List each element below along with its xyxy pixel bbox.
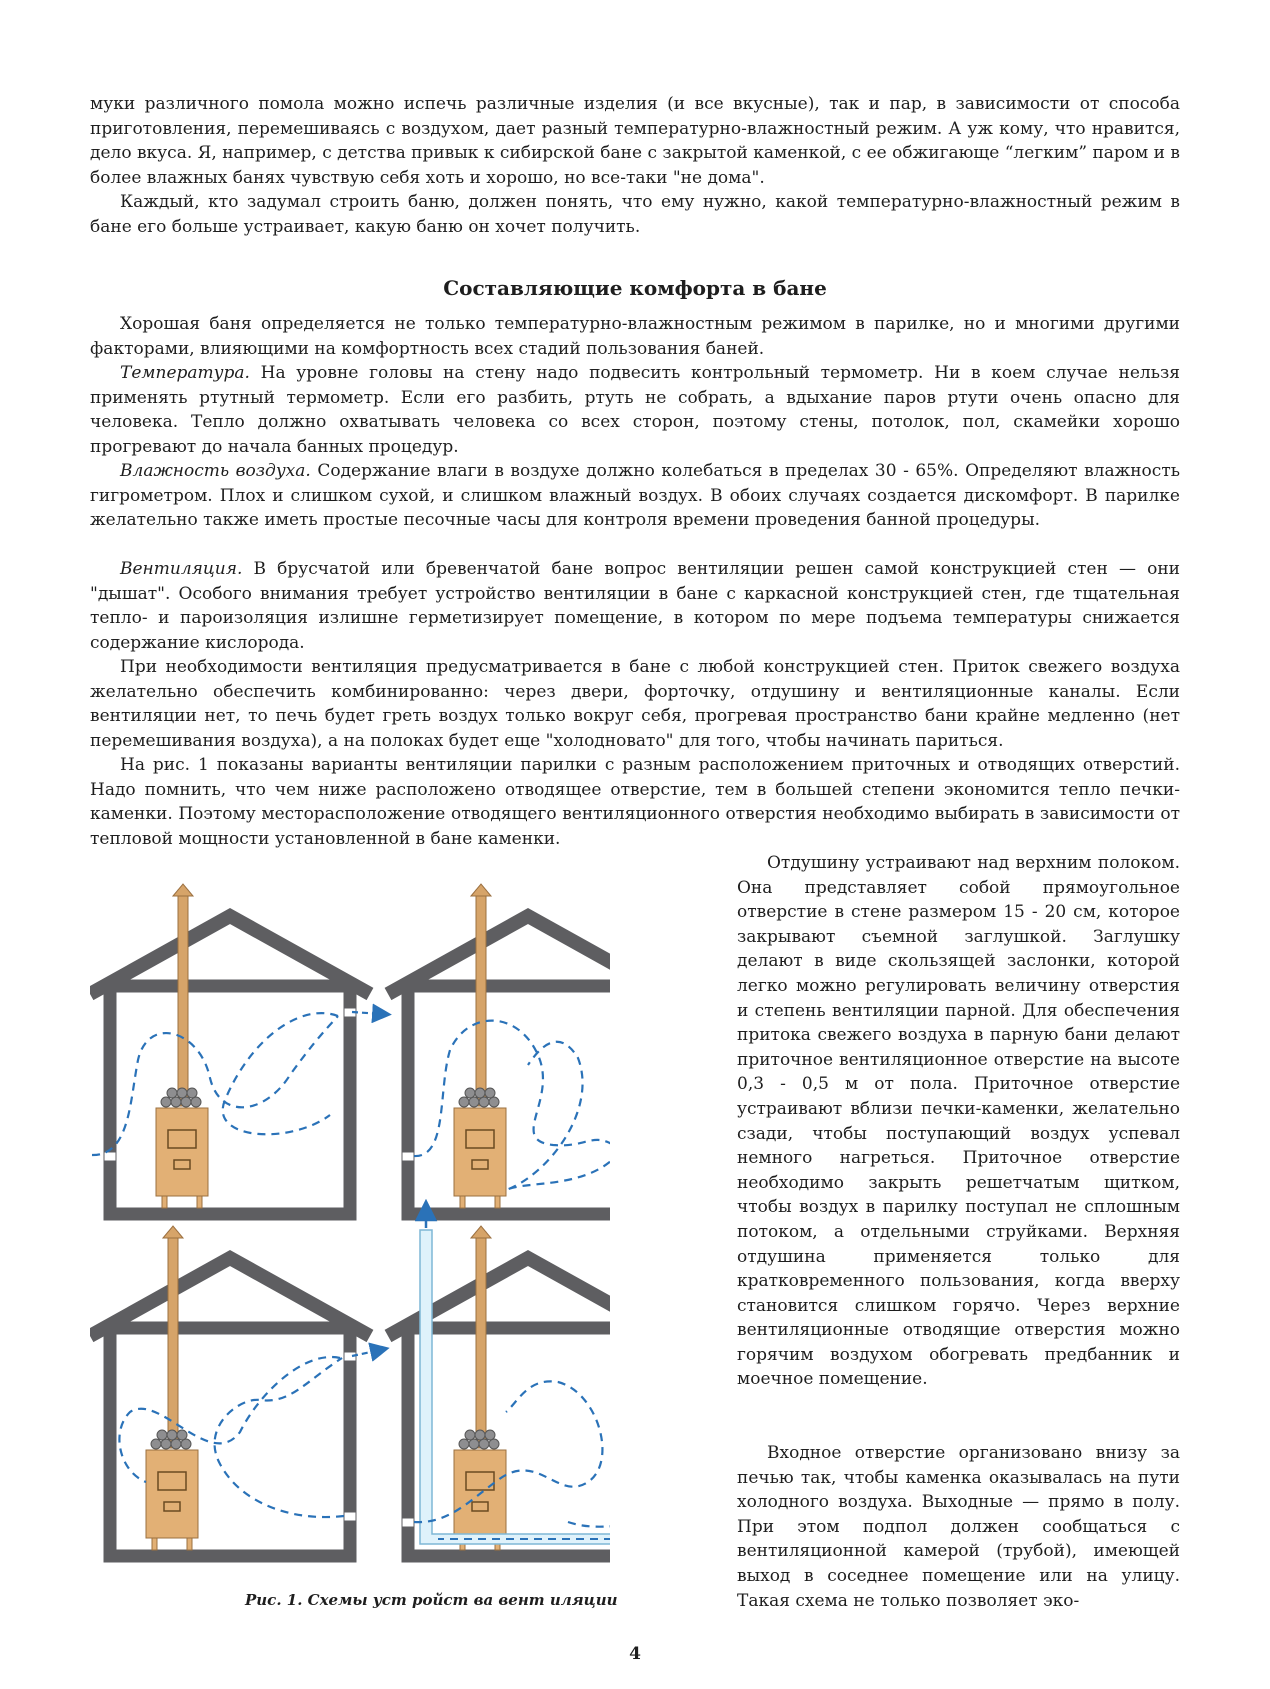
page-number: 4 [629,1644,641,1664]
temperature-text: На уровне головы на стену надо подвесить контрольный термометр. Ни в коем случае нельзя применять ртутный термометр. Если его разбить, ртуть не собрать, а вдыхание паров ртути очень опасно для человека. Тепло должно охватывать человека со всех сторон, поэтому стены, потолок, пол, скамейки хорошо прогревают до начала банных процедур. [90,363,1180,457]
scheme-top-left [90,884,382,1214]
chimney-pipe [476,890,486,1106]
figure-caption: Рис. 1. Схемы уст ройст ва вент иляции [245,1591,618,1609]
chimney-cap-icon [471,884,491,896]
humidity-text: Содержание влаги в воздухе должно колебаться в пределах 30 - 65%. Определяют влажность гигрометром. Плох и слишком сухой, и слишком влажный воздух. В обоих случаях создается дискомфорт. В парилке желательно также иметь простые песочные часы для контроля времени проведения банной процедуры. [90,461,1180,531]
heater-stones [151,1430,191,1449]
house-walls [408,1328,610,1556]
comfort-paragraph: Хорошая баня определяется не только температурно-влажностным режимом в парилке, но и многими другими факторами, влияющими на комфортность всех стадий пользования баней. [90,314,1180,359]
temperature-paragraph [90,361,1180,459]
airflow-path [92,1016,338,1155]
heater-stones [459,1088,499,1107]
house-walls [110,986,350,1214]
temperature-term: Температура. [120,363,250,383]
humidity-term: Влажность воздуха. [120,461,311,481]
intro-paragraph-1: муки различного помола можно испечь различные изделия (и все вкусные), так и пар, в зависимости от способа приготовления, перемешиваясь с воздухом, дает разный температурно-влажностный режим. А уж кому, что нравится, дело вкуса. Я, например, с детства привык к сибирской бане с закрытой каменкой, с ее обжигающе “легким” паром и в более влажных банях чувствую себя хоть и хорошо, но все-таки "не дома". [90,94,1180,188]
chimney-cap-icon [163,1226,183,1238]
intro-paragraph-2: Каждый, кто задумал строить баню, должен понять, что ему нужно, какой температурно-влажностный режим в бане его больше устраивает, какую баню он хочет получить. [90,192,1180,237]
inlet-opening [344,1512,356,1521]
ventilation-term: Вентиляция. [120,559,243,579]
ventilation-text: В брусчатой или бревенчатой бане вопрос вентиляции решен самой конструкцией стен — они "дышат". Особого внимания требует устройство вентиляции в бане с каркасной конструкцией стен, где тщательная тепло- и пароизоляция излишне герметизирует помещение, в котором по мере подъема температуры снижается содержание кислорода. [90,559,1180,653]
heater-stones [161,1088,201,1107]
ventilation-paragraph [90,557,1180,655]
scheme-bottom-left [90,1226,380,1556]
scheme-top-right [388,880,610,1214]
inlet-opening [402,1518,414,1527]
airflow-path [414,1021,610,1156]
stove [146,1450,198,1538]
chimney-cap-icon [471,1226,491,1238]
ventilation-options-paragraph: При необходимости вентиляция предусматривается в бане с любой конструкцией стен. Приток свежего воздуха желательно обеспечить комбинированно: через двери, форточку, отдушину и вентиляционные каналы. Если вентиляции нет, то печь будет греть воздух только вокруг себя, прогревая пространство бани крайне медленно (нет перемешивания воздуха), а на полоках будет еще "холодновато" для того, чтобы начинать париться. [90,657,1180,751]
airflow-path [414,1381,602,1522]
figure-reference-paragraph: На рис. 1 показаны варианты вентиляции парилки с разным расположением приточных и отводящих отверстий. Надо помнить, что чем ниже расположено отводящее отверстие, тем в большей степени экономится тепло печки-каменки. Поэтому месторасположение отводящего вентиляционного отверстия необходимо выбирать в зависимости от тепловой мощности установленной в бане каменки. [90,755,1180,849]
scheme-bottom-right [388,1210,610,1556]
section-heading: Составляющие комфорта в бане [443,276,827,300]
chimney-pipe [168,1232,178,1448]
stove [454,1108,506,1196]
chimney-pipe [178,890,188,1106]
chimney-cap-icon [173,884,193,896]
heater-stones [459,1430,499,1449]
inlet-opening [402,1152,414,1161]
stove [156,1108,208,1196]
humidity-paragraph [90,459,1180,533]
exhaust-duct [420,1230,610,1544]
inlet-paragraph: Входное отверстие организовано внизу за печью так, чтобы каменка оказывалась на пути холодного воздуха. Выходные — прямо в полу. При этом подпол должен сообщаться с вентиляционной камерой (трубой), имеющей выход в соседнее помещение или на улицу. Такая схема не только позволяет эко- [737,1443,1180,1611]
ventilation-schemes-figure [90,880,610,1580]
vent-opening-paragraph: Отдушину устраивают над верхним полоком. Она представляет собой прямоугольное отверстие в стене размером 15 - 20 см, которое закрывают съемной заглушкой. Заглушку делают в виде скользящей заслонки, которой легко можно регулировать величину отверстия и степень вентиляции парной. Для обеспечения притока свежего воздуха в парную бани делают приточное вентиляционное отверстие на высоте 0,3 - 0,5 м от пола. Приточное отверстие устраивают вблизи печки-каменки, желательно сзади, чтобы поступающий воздух успевал немного нагреться. Приточное отверстие необходимо закрыть решетчатым щитком, чтобы воздух в парилку поступал не сплошным потоком, а отдельными струйками. Верхняя отдушина применяется только для кратковременного пользования, когда вверху становится слишком горячо. Через верхние вентиляционные отводящие отверстия можно горячим воздухом обогревать предбанник и моечное помещение. [737,853,1180,1390]
inlet-opening [104,1152,116,1161]
chimney-pipe [476,1232,486,1448]
